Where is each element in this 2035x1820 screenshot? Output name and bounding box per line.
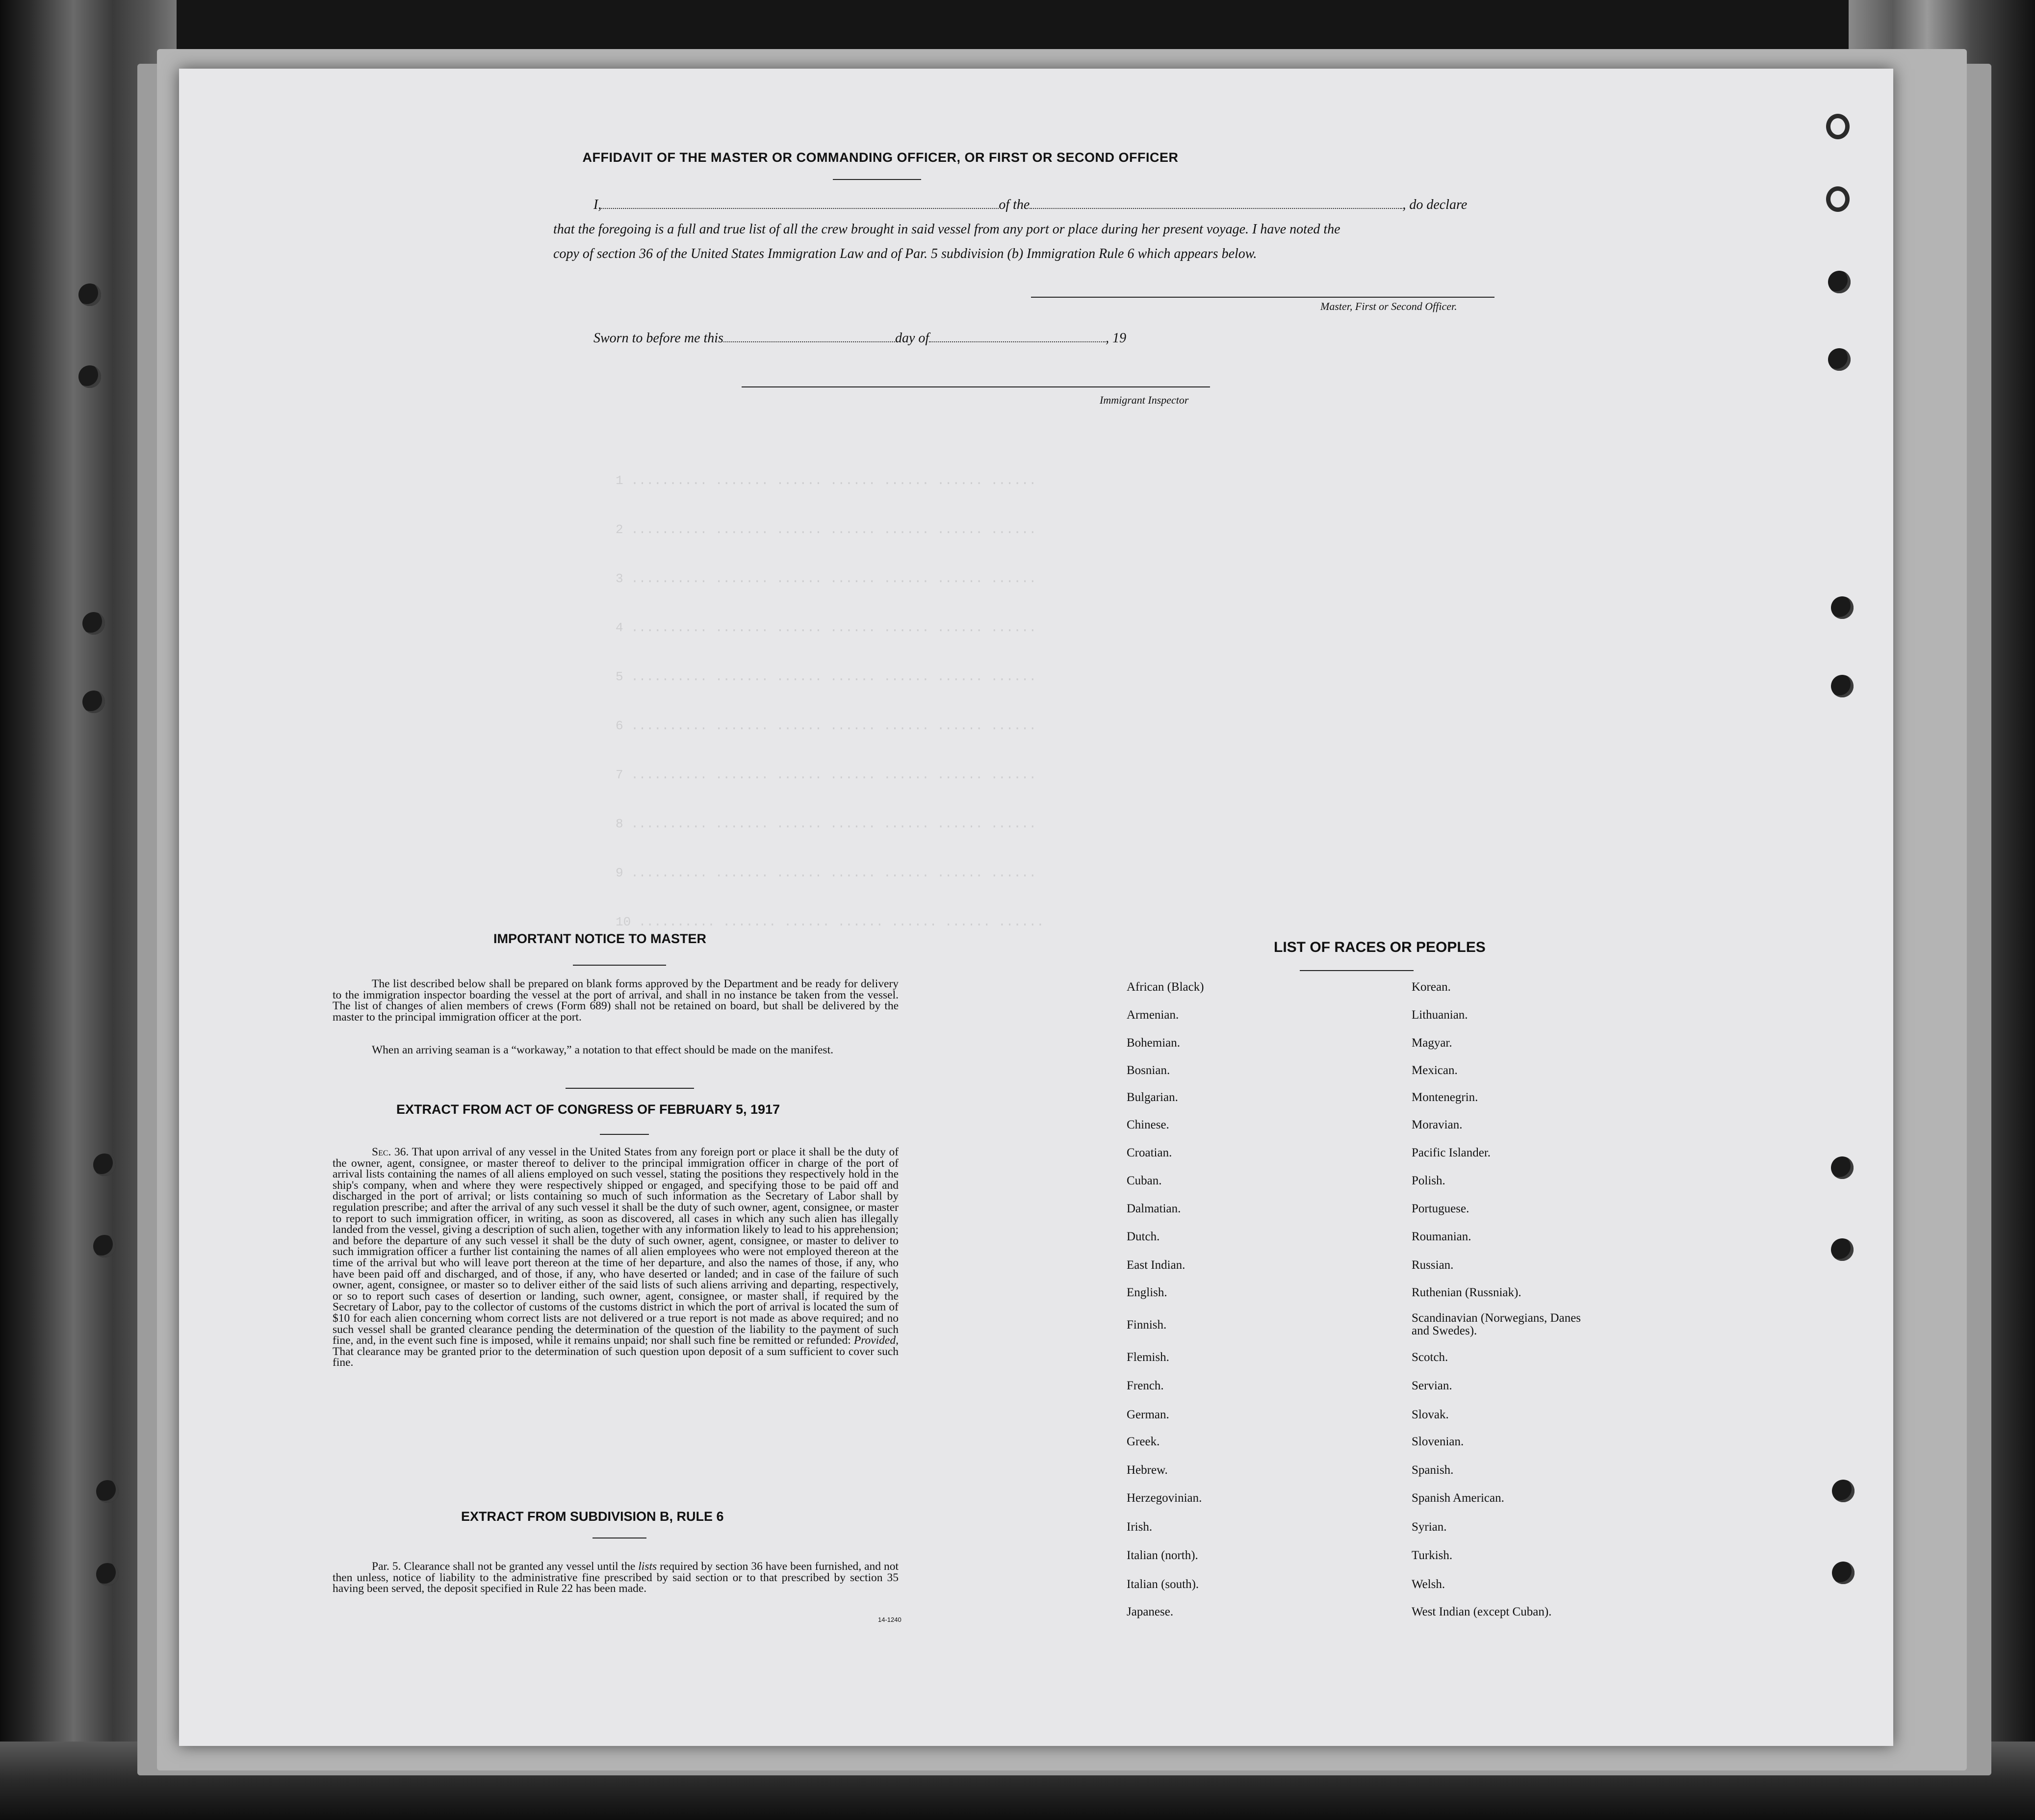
race-item: Ruthenian (Russniak). — [1412, 1286, 1521, 1299]
race-item: Lithuanian. — [1412, 1008, 1468, 1022]
extract-act-rule — [600, 1134, 649, 1135]
inspector-signature-line[interactable] — [742, 386, 1210, 387]
affidavit-line-1 — [593, 193, 1467, 217]
binder-hole — [1826, 114, 1850, 139]
binder-hole — [78, 365, 101, 388]
notice-rule — [573, 965, 666, 966]
affidavit-line-3: copy of section 36 of the United States Immigration Law and of Par. 5 subdivision (b) Immigration Rule 6 which appears below. — [553, 246, 1257, 261]
race-item: Syrian. — [1412, 1520, 1447, 1534]
race-item: Spanish American. — [1412, 1491, 1504, 1505]
race-item: Bulgarian. — [1127, 1091, 1178, 1104]
race-item: Welsh. — [1412, 1578, 1445, 1591]
race-item: Moravian. — [1412, 1118, 1463, 1131]
race-item: Japanese. — [1127, 1605, 1174, 1618]
race-item: East Indian. — [1127, 1258, 1185, 1272]
affidavit-i-label: I, — [593, 197, 602, 212]
vessel-blank[interactable] — [1030, 195, 1402, 209]
race-item: Cuban. — [1127, 1174, 1162, 1187]
race-item: Mexican. — [1412, 1064, 1458, 1077]
race-item: Armenian. — [1127, 1008, 1179, 1022]
extract-act-title: EXTRACT FROM ACT OF CONGRESS OF FEBRUARY 5, 1917 — [396, 1102, 780, 1117]
race-item: English. — [1127, 1286, 1167, 1299]
binder-hole — [1828, 271, 1851, 293]
race-item: Slovenian. — [1412, 1435, 1464, 1448]
master-signature-line[interactable] — [1031, 297, 1494, 298]
race-item: Flemish. — [1127, 1351, 1169, 1364]
year-label: , 19 — [1106, 331, 1127, 346]
extract-rule-text-a: Par. 5. Clearance shall not be granted any vessel until the — [372, 1560, 636, 1573]
race-item: Turkish. — [1412, 1549, 1453, 1562]
affidavit-declare-label: , do declare — [1402, 197, 1468, 212]
race-item: West Indian (except Cuban). — [1412, 1605, 1552, 1618]
sworn-label: Sworn to before me this — [593, 331, 723, 346]
race-item: Italian (north). — [1127, 1549, 1198, 1562]
binder-hole — [78, 283, 101, 306]
binder-hole — [93, 1235, 116, 1257]
section-divider — [566, 1088, 694, 1089]
race-item: Finnish. — [1127, 1318, 1167, 1332]
race-item: Spanish. — [1412, 1463, 1454, 1477]
binder-hole — [1831, 1156, 1854, 1179]
race-item: Italian (south). — [1127, 1578, 1199, 1591]
race-item: Dalmatian. — [1127, 1202, 1181, 1215]
race-item: Magyar. — [1412, 1036, 1452, 1050]
notice-title: IMPORTANT NOTICE TO MASTER — [493, 931, 706, 946]
binder-hole — [1832, 1480, 1855, 1502]
race-item: Slovak. — [1412, 1408, 1449, 1421]
binder-hole — [1828, 348, 1851, 371]
race-item: Montenegrin. — [1412, 1091, 1478, 1104]
race-item: Chinese. — [1127, 1118, 1169, 1131]
race-item: Korean. — [1412, 980, 1451, 994]
binder-hole — [1832, 1562, 1855, 1584]
race-item: Greek. — [1127, 1435, 1160, 1448]
affidavit-title: AFFIDAVIT OF THE MASTER OR COMMANDING OFFICER, OR FIRST OR SECOND OFFICER — [582, 150, 1179, 165]
binder-hole — [96, 1480, 119, 1503]
day-of-label: day of — [895, 331, 929, 346]
race-item: Russian. — [1412, 1258, 1454, 1272]
race-item: Scandinavian (Norwegians, Danes and Swedes). — [1412, 1311, 1581, 1337]
race-item: Irish. — [1127, 1520, 1153, 1534]
binder-hole — [96, 1563, 119, 1586]
extract-rule-body — [333, 1561, 899, 1594]
affidavit-of-label: of the — [999, 197, 1030, 212]
race-item: Bohemian. — [1127, 1036, 1181, 1050]
races-rule — [1300, 970, 1414, 971]
notice-paragraph-1: The list described below shall be prepared on blank forms approved by the Department and be ready for delivery to the immigration inspector boarding the vessel at the port of arrival, and shall in no instance be taken from the vessel. The list of changes of alien members of crews (Form 689) shall not be retained on board, but shall be delivered by the master to the principal immigration officer at the port. — [333, 977, 899, 1024]
form-code: 14-1240 — [878, 1616, 902, 1623]
binder-hole — [82, 612, 105, 635]
race-item: Hebrew. — [1127, 1463, 1168, 1477]
race-item: Pacific Islander. — [1412, 1146, 1491, 1159]
race-item: Roumanian. — [1412, 1230, 1471, 1243]
race-item: Dutch. — [1127, 1230, 1160, 1243]
race-item: Polish. — [1412, 1174, 1445, 1187]
binder-hole — [93, 1154, 116, 1176]
sec-label: Sec. 36. — [372, 1146, 409, 1158]
title-rule — [833, 179, 921, 180]
extract-act-body — [333, 1147, 899, 1368]
lists-word: lists — [638, 1560, 657, 1573]
binder-hole — [82, 691, 105, 713]
binder-hole — [1831, 1238, 1854, 1261]
races-title: LIST OF RACES OR PEOPLES — [1274, 939, 1486, 955]
race-item: French. — [1127, 1379, 1164, 1392]
race-item: Scotch. — [1412, 1351, 1448, 1364]
inspector-label: Immigrant Inspector — [1100, 394, 1189, 406]
race-item: German. — [1127, 1408, 1169, 1421]
binder-hole — [1826, 186, 1850, 212]
race-item: Croatian. — [1127, 1146, 1172, 1159]
race-item: Herzegovinian. — [1127, 1491, 1202, 1505]
extract-act-tail: That clearance may be granted prior to the determination of such question upon deposit of a sum sufficient to cover such fine. — [333, 1345, 899, 1369]
day-blank[interactable] — [723, 329, 895, 342]
extract-act-text: That upon arrival of any vessel in the United States from any foreign port or place it shall be the duty of the owner, agent, consignee, or master thereof to deliver to the principal immigration officer in charge of the port of arrival lists containing the names of all aliens employed on such vessel, stating the positions they respectively hold in the ship's company, when and where they were respectively shipped or engaged, and specifying those to be paid off and discharged in the port of arrival; or lists containing so much of such information as the Secretary of Labor shall by regulation prescribe; and after the arrival of any such vessel it shall be the duty of such owner, agent, consignee, or master to report to such immigration officer, in writing, as soon as discovered, all cases in which any such alien has illegally landed from the vessel, giving a description of such alien, together with any information likely to lead to his apprehension; and before the departure of any such vessel it shall be the duty of such owner, agent, consignee, or master to deliver to such immigration officer a further list containing the names of all alien employees who were not employed thereon at the time of the arrival but who will leave port thereon at the time of her departure, and also the names of those, if any, who have been paid off and discharged, and of those, if any, who have deserted or landed; and in case of the failure of such owner, agent, consignee, or master so to deliver either of the said lists of such aliens arriving and departing, respectively, or so to report such cases of desertion or landing, such owner, agent, consignee, or master shall, if required by the Secretary of Labor, pay to the collector of customs of the customs district in which the port of arrival is located the sum of $10 for each alien concerning whom correct lists are not delivered or a true report is not made as above required; and no such vessel shall be granted clearance pending the determination of the question of the liability to the payment of such fine, and, in the event such fine is imposed, while it remains unpaid; nor shall such fine be remitted or refunded: — [333, 1146, 899, 1347]
race-item: Servian. — [1412, 1379, 1452, 1392]
month-blank[interactable] — [929, 329, 1106, 342]
race-item: African (Black) — [1127, 980, 1204, 994]
race-item: Bosnian. — [1127, 1064, 1170, 1077]
sworn-line — [593, 327, 1126, 350]
extract-rule-title: EXTRACT FROM SUBDIVISION B, RULE 6 — [461, 1509, 724, 1524]
master-signature-label: Master, First or Second Officer. — [1320, 300, 1457, 312]
race-item: Portuguese. — [1412, 1202, 1469, 1215]
notice-paragraph-2: When an arriving seaman is a “workaway,” a notation to that effect should be made on the manifest. — [372, 1044, 833, 1056]
extract-rule-text-b: required by section 36 have been furnished, and not then unless, notice of liability to the administrative fine prescribed by said section or to that prescribed by section 35 having been served, the deposit specified in Rule 22 has been made. — [333, 1560, 899, 1595]
provided-label: Provided, — [853, 1334, 899, 1347]
manifest-page — [179, 69, 1893, 1746]
bleed-through-text: 1 .......... ....... ...... ...... ...... ...... ...... 2 .......... ....... ...... ...... ...... ...... ...... 3 .......... ....... ...... ...... ...... ...... ...... 4 .......... ....... ...... ...... ...... ...... ...... 5 .......... ....... ...... ...... ...... ...... ...... 6 .......... ....... ...... ...... ...... ...... ...... 7 .......... ....... ...... ...... ...... ...... ...... 8 .......... ....... ...... ...... ...... ...... ...... 9 .......... ....... ...... ...... ...... ...... ...... 10 .......... ....... ...... ...... ...... ...... ...... — [616, 473, 1044, 929]
affidavit-line-2: that the foregoing is a full and true list of all the crew brought in said vessel from any port or place during her present voyage. I have noted the — [553, 222, 1340, 237]
name-blank[interactable] — [601, 195, 999, 209]
